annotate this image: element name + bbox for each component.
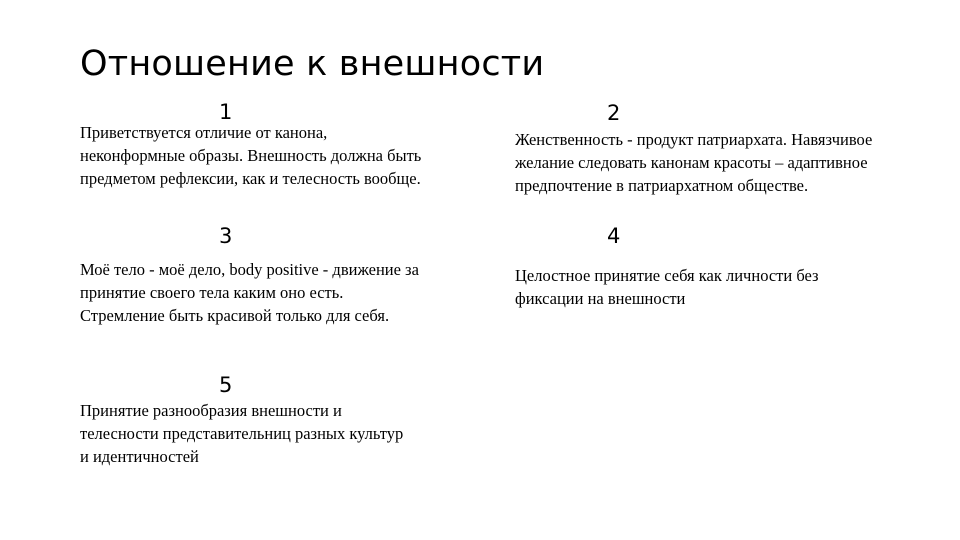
item-2-text [515,128,872,197]
item-1-line-2: неконформные образы. Внешность должна быть [80,146,422,165]
item-5-number: 5 [219,373,233,397]
slide-title: Отношение к внешности [80,44,545,84]
item-5-line-1: Принятие разнообразия внешности и [80,401,342,420]
item-5-line-3: и идентичностей [80,447,199,466]
item-1-text [80,121,421,190]
item-3-line-2: принятие своего тела каким оно есть. [80,283,344,302]
item-2-line-2: желание следовать канонам красоты – адаптивное [515,153,868,172]
item-3-line-1: Моё тело - моё дело, body positive - движение за [80,260,419,279]
item-2-number: 2 [607,101,621,125]
item-4-line-2: фиксации на внешности [515,289,686,308]
item-4-text [515,264,819,310]
item-4-number: 4 [607,224,621,248]
item-2-line-1: Женственность - продукт патриархата. Навязчивое [515,130,873,149]
item-5-text [80,399,403,468]
item-4-line-1: Целостное принятие себя как личности без [515,266,819,285]
item-3-number: 3 [219,224,233,248]
item-1-line-1: Приветствуется отличие от канона, [80,123,328,142]
item-3-line-3: Стремление быть красивой только для себя. [80,306,390,325]
item-2-line-3: предпочтение в патриархатном обществе. [515,176,809,195]
item-1-line-3: предметом рефлексии, как и телесность вообще. [80,169,421,188]
item-3-text [80,258,419,327]
item-1-number: 1 [219,100,233,124]
item-5-line-2: телесности представительниц разных культур [80,424,404,443]
